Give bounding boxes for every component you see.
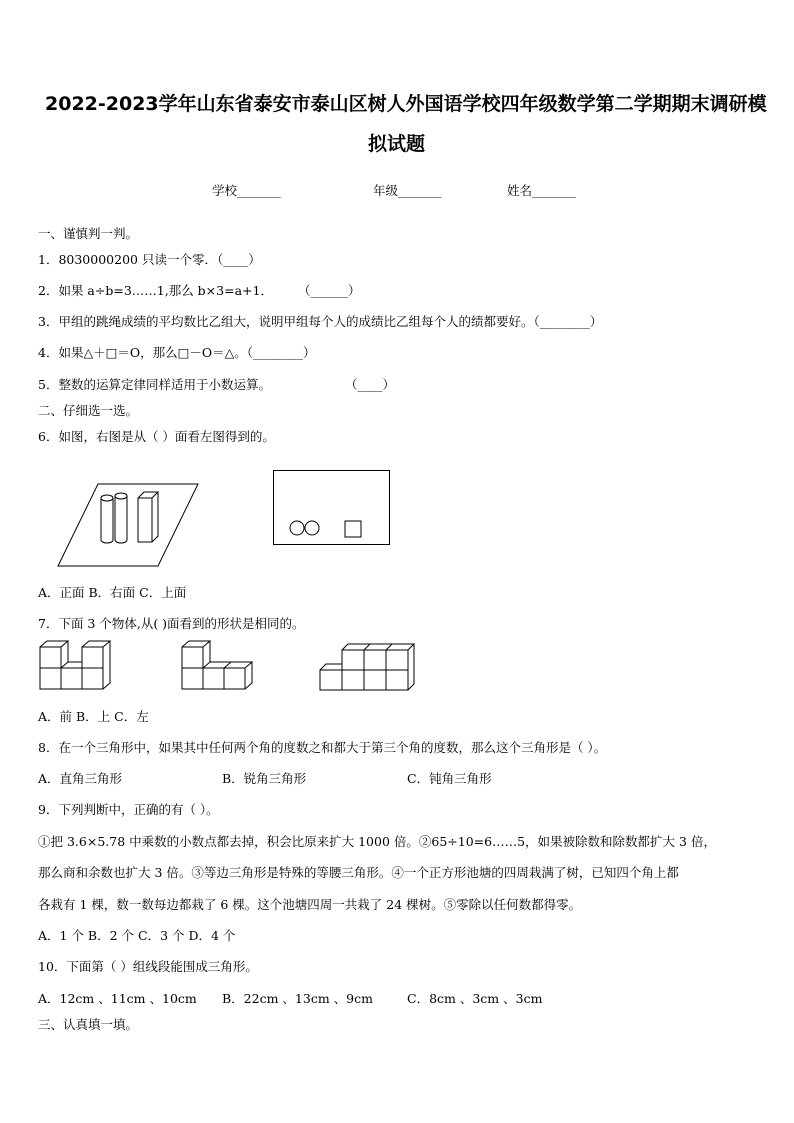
question-3: 3．甲组的跳绳成绩的平均数比乙组大，说明甲组每个人的成绩比乙组每个人的绩都要好。（________） xyxy=(38,314,603,329)
q7-object-1 xyxy=(38,640,112,692)
q6-cuboid xyxy=(138,492,158,542)
q6-view-circle-1 xyxy=(290,521,304,535)
question-10-option-c[interactable]: C．8cm 、3cm 、3cm xyxy=(407,991,543,1006)
section-2-heading: 二、仔细选一选。 xyxy=(38,403,139,418)
question-7: 7．下面 3 个物体,从( )面看到的形状是相同的。 xyxy=(38,616,305,631)
question-6-options[interactable]: A．正面 B．右面 C．上面 xyxy=(38,585,187,600)
question-9-options[interactable]: A．1 个 B．2 个 C．3 个 D．4 个 xyxy=(38,928,236,943)
q6-cylinder-left xyxy=(101,495,113,543)
question-2: 2．如果 a÷b=3……1,那么 b×3=a+1． xyxy=(38,283,273,298)
question-8-option-b[interactable]: B．锐角三角形 xyxy=(222,771,307,786)
page-title-line1: 2022-2023学年山东省泰安市泰山区树人外国语学校四年级数学第二学期期末调研模 xyxy=(45,93,767,115)
question-9-statements-line2: 那么商和余数也扩大 3 倍。③等边三角形是特殊的等腰三角形。④一个正方形池塘的四周栽满了树，已知四个角上都 xyxy=(38,865,679,880)
question-1: 1．8030000200 只读一个零．（____） xyxy=(38,252,261,267)
q6-base-parallelogram xyxy=(58,484,198,566)
q6-view-square xyxy=(345,521,361,537)
q6-cylinder-right xyxy=(115,493,127,543)
question-8-option-c[interactable]: C．钝角三角形 xyxy=(407,771,492,786)
question-8-option-a[interactable]: A．直角三角形 xyxy=(38,771,123,786)
question-8: 8．在一个三角形中，如果其中任何两个角的度数之和都大于第三个角的度数，那么这个三角形是（ ）。 xyxy=(38,740,607,755)
question-9-statements-line1: ①把 3.6×5.78 中乘数的小数点都去掉，积会比原来扩大 1000 倍。②65÷10=6……5，如果被除数和除数都扩大 3 倍， xyxy=(38,834,716,849)
question-9: 9．下列判断中，正确的有（ ）。 xyxy=(38,802,219,817)
question-5-blank[interactable]: （____） xyxy=(345,377,396,392)
q6-view-figure xyxy=(273,470,391,546)
q6-view-circle-2 xyxy=(305,521,319,535)
question-4: 4．如果△＋□＝O，那么□－O＝△。（________） xyxy=(38,345,316,360)
school-field[interactable]: 学校_______ xyxy=(212,183,281,198)
question-5: 5．整数的运算定律同样适用于小数运算。 xyxy=(38,377,271,392)
question-2-blank[interactable]: （______） xyxy=(298,283,361,298)
page-title-line2: 拟试题 xyxy=(368,133,426,155)
q7-object-2 xyxy=(180,640,254,692)
q6-solid-figure xyxy=(58,472,198,568)
question-7-options[interactable]: A．前 B．上 C．左 xyxy=(38,709,149,724)
question-10-option-a[interactable]: A．12cm 、11cm 、10cm xyxy=(38,991,197,1006)
section-3-heading: 三、认真填一填。 xyxy=(38,1017,139,1032)
question-10-option-b[interactable]: B．22cm 、13cm 、9cm xyxy=(222,991,373,1006)
question-10: 10．下面第（ ）组线段能围成三角形。 xyxy=(38,959,258,974)
q7-object-3 xyxy=(318,640,414,692)
question-9-statements-line3: 各栽有 1 棵，数一数每边都栽了 6 棵。这个池塘四周一共栽了 24 棵树。⑤零除以任何数都得零。 xyxy=(38,897,582,912)
section-1-heading: 一、谨慎判一判。 xyxy=(38,226,139,241)
question-6: 6．如图，右图是从（ ）面看左图得到的。 xyxy=(38,429,275,444)
grade-field[interactable]: 年级_______ xyxy=(373,183,442,198)
name-field[interactable]: 姓名_______ xyxy=(507,183,576,198)
